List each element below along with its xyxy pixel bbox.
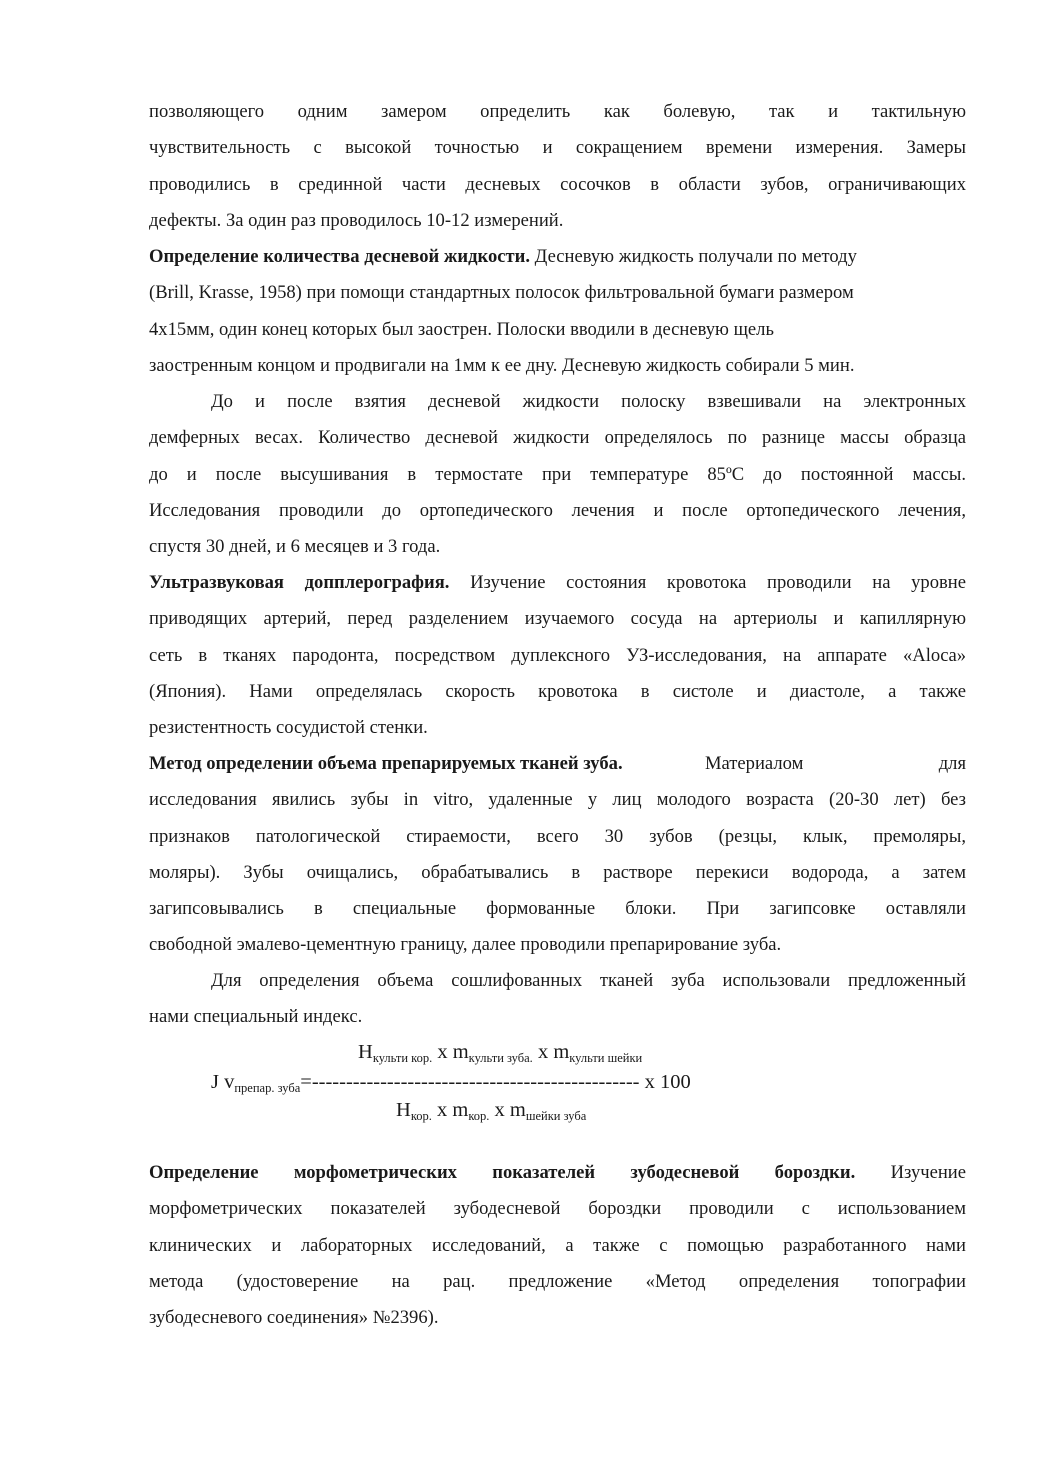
index-formula <box>0 1036 1039 1136</box>
text-line: позволяющего одним замером определить как болевую, так и тактильную <box>149 101 966 122</box>
section-heading: Ультразвуковая допплерография. <box>149 572 450 593</box>
paragraph-sensitivity <box>149 94 966 239</box>
text-line: Ультразвуковая допплерография. Изучение состояния кровотока проводили на уровне <box>149 572 966 593</box>
text-line: исследования явились зубы in vitro, удаленные у лиц молодого возраста (20-30 лет) без <box>149 789 966 811</box>
text-line: моляры). Зубы очищались, обрабатывались в растворе перекиси водорода, а затем <box>149 861 966 883</box>
text-line: до и после высушивания в термостате при температуре 85ºС до постоянной массы. <box>149 463 966 485</box>
text-line: чувствительность с высокой точностью и сокращением времени измерения. Замеры <box>149 137 966 159</box>
text-line: До и после взятия десневой жидкости полоску взвешивали на электронных <box>211 391 966 412</box>
text-line: клинических и лабораторных исследований, а также с помощью разработанного нами <box>149 1234 966 1256</box>
section-heading: Метод определении объема препарируемых тканей зуба. <box>149 753 623 774</box>
formula-fraction-line: J $v_{препар. зуба}=------------------------------------------------$ х 100 <box>211 1071 691 1095</box>
text-line: спустя 30 дней, и 6 месяцев и 3 года. <box>149 536 441 558</box>
text-line: морфометрических показателей зубодесневой бороздки проводили с использованием <box>149 1198 966 1220</box>
text-line: (Brill, Krasse, 1958) при помощи стандартных полосок фильтровальной бумаги размером <box>149 282 854 304</box>
text-line: сеть в тканях пародонта, посредством дуплексного УЗ-исследования, на аппарате «Aloca» <box>149 644 966 666</box>
text-line: загипсовывались в специальные формованные блоки. При загипсовке оставляли <box>149 898 966 920</box>
paragraph-index-intro <box>149 963 966 1036</box>
text-line: свободной эмалево-цементную границу, далее проводили препарирование зуба. <box>149 934 782 956</box>
text-line: демферных весах. Количество десневой жидкости определялось по разнице массы образца <box>149 427 966 449</box>
paragraph-weighing <box>149 384 966 565</box>
section-heading: Определение количества десневой жидкости. <box>149 246 530 267</box>
text-line: резистентность сосудистой стенки. <box>149 717 428 739</box>
text-line: Определение морфометрических показателей зубодесневой бороздки. Изучение <box>149 1162 966 1183</box>
text-line: нами специальный индекс. <box>149 1006 363 1028</box>
text-line: признаков патологической стираемости, всего 30 зубов (резцы, клык, премоляры, <box>149 825 966 847</box>
text-line: заостренным концом и продвигали на 1мм к ее дну. Десневую жидкость собирали 5 мин. <box>149 354 855 376</box>
text-line: Исследования проводили до ортопедического лечения и после ортопедического лечения, <box>149 499 966 521</box>
text-line: метода (удостоверение на рац. предложение «Метод определения топографии <box>149 1270 966 1292</box>
text-line: дефекты. За один раз проводилось 10-12 измерений. <box>149 209 564 231</box>
text-line: Для определения объема сошлифованных тканей зуба использовали предложенный <box>211 970 966 991</box>
formula-numerator: $Н_{культи кор.}$ х $m_{культи зуба.}$ х $m_{культи шейки}$ <box>358 1041 643 1065</box>
text-line: приводящих артерий, перед разделением изучаемого сосуда на артериолы и капиллярную <box>149 608 966 630</box>
text-line: зубодесневого соединения» №2396). <box>149 1307 439 1329</box>
text-line: (Япония). Нами определялась скорость кровотока в систоле и диастоле, а также <box>149 680 966 702</box>
section-heading: Определение морфометрических показателей зубодесневой бороздки. <box>149 1162 856 1183</box>
text-line: Метод определении объема препарируемых тканей зуба. Материалом для <box>149 753 966 774</box>
paragraph-volume-method <box>149 746 966 964</box>
formula-denominator: $Н_{кор.}$ х $m_{кор.}$ х $m_{шейки зуба}$ <box>396 1099 587 1123</box>
text-line: Определение количества десневой жидкости. Десневую жидкость получали по методу <box>149 246 857 267</box>
text-line: проводились в срединной части десневых сосочков в области зубов, ограничивающих <box>149 173 966 195</box>
paragraph-gingival-fluid <box>149 239 966 384</box>
paragraph-doppler <box>149 565 966 746</box>
text-line: 4х15мм, один конец которых был заострен. Полоски вводили в десневую щель <box>149 318 774 340</box>
paragraph-morphometry <box>149 1155 966 1336</box>
